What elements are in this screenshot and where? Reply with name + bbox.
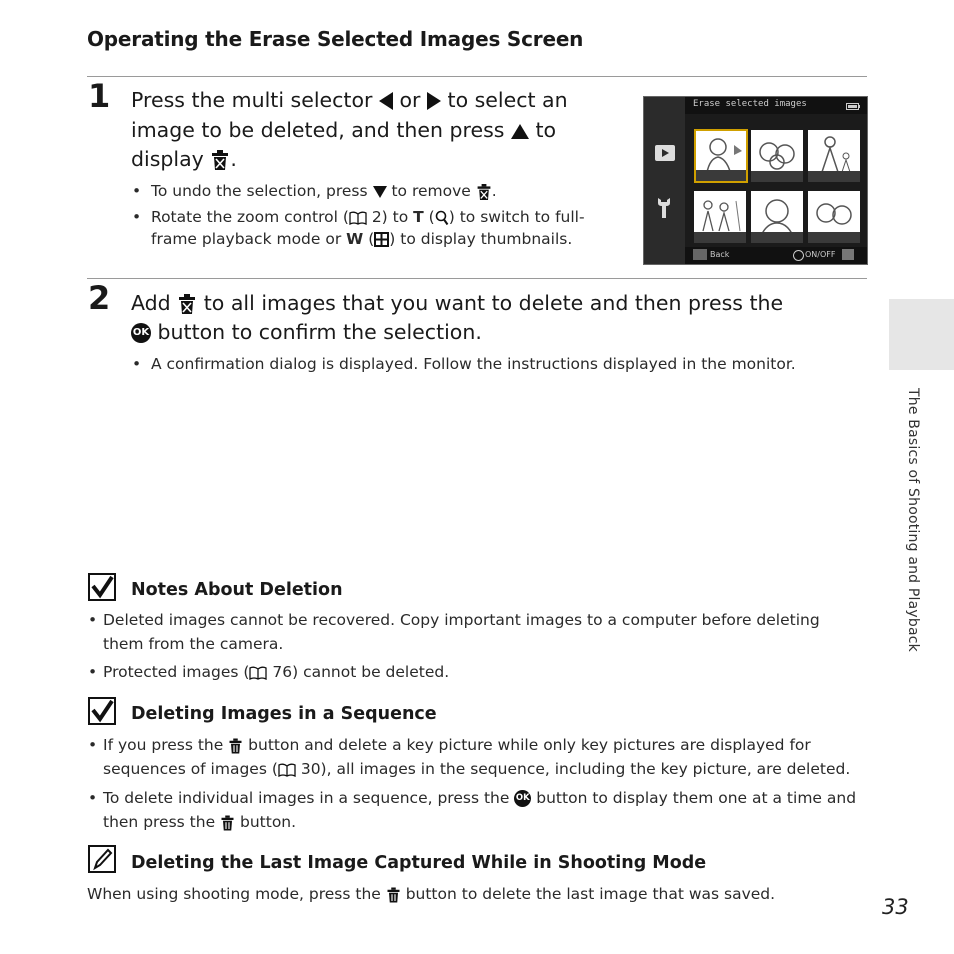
trash-icon xyxy=(177,293,197,315)
body-text: When using shooting mode, press the xyxy=(87,885,381,903)
notes-sequence-heading: Deleting Images in a Sequence xyxy=(131,704,437,724)
thumbnail-bar xyxy=(694,232,746,243)
bullet-dot: • xyxy=(88,611,98,629)
page-number: 33 xyxy=(882,895,909,919)
step1-text: to xyxy=(535,118,557,142)
magnify-icon xyxy=(435,210,449,226)
notes-sequence-bullet-2 xyxy=(88,786,857,834)
setup-wrench-icon xyxy=(655,197,673,219)
step2-text: to all images that you want to delete and then press the xyxy=(203,291,784,315)
multi-selector-right-icon xyxy=(427,92,441,110)
onoff-label: ON/OFF xyxy=(805,250,836,259)
notes-last-body xyxy=(87,882,775,906)
bullet-text: ( xyxy=(368,230,375,248)
step2-line1 xyxy=(131,289,783,318)
bullet-dot: • xyxy=(132,208,142,226)
playback-mode-icon xyxy=(655,145,675,161)
bullet-text: Rotate the zoom control ( xyxy=(151,208,349,226)
bullet-line xyxy=(103,810,856,834)
bullet-text: button. xyxy=(240,813,297,831)
thumbnail-bar xyxy=(696,170,746,181)
bullet-dot: • xyxy=(132,182,142,200)
step1-bullet-2 xyxy=(132,206,585,228)
step1-text: display xyxy=(131,147,204,171)
step1-line3 xyxy=(131,145,237,174)
trash-icon xyxy=(210,149,230,171)
step1-text: to select an xyxy=(447,88,568,112)
chapter-tab-label: The Basics of Shooting and Playback xyxy=(905,388,921,652)
bullet-text: ) to display thumbnails. xyxy=(389,230,573,248)
divider xyxy=(87,278,867,279)
checkmark-note-icon xyxy=(88,573,116,601)
bullet-text: ( xyxy=(428,208,435,226)
checkmark-note-icon xyxy=(88,697,116,725)
step1-text: Press the multi selector xyxy=(131,88,373,112)
book-reference-icon xyxy=(278,763,296,777)
notes-deletion-bullet-2 xyxy=(88,660,450,684)
step1-bullet-2-line2 xyxy=(151,228,572,250)
bullet-text: Protected images ( xyxy=(103,663,250,681)
bullet-text: To undo the selection, press xyxy=(151,182,368,200)
step2-bullet-1 xyxy=(132,353,796,375)
section-title: Operating the Erase Selected Images Screen xyxy=(87,27,584,51)
trash-icon xyxy=(220,814,235,832)
thumbnail[interactable] xyxy=(808,130,860,182)
bullet-text: If you press the xyxy=(103,736,224,754)
bullet-text: ) to switch to full- xyxy=(448,208,585,226)
bullet-line xyxy=(103,757,850,781)
ok-button-icon: OK xyxy=(514,790,531,807)
bullet-dot: • xyxy=(132,355,142,373)
book-reference-icon xyxy=(349,211,367,225)
step-number-1: 1 xyxy=(88,77,111,115)
step2-line2 xyxy=(131,318,482,347)
multi-selector-up-icon xyxy=(511,124,529,139)
bullet-text: button to display them one at a time and xyxy=(536,789,857,807)
divider xyxy=(87,76,867,77)
step1-line1 xyxy=(131,86,568,115)
thumbnail-bar xyxy=(751,171,803,182)
bullet-text: then press the xyxy=(103,813,216,831)
step1-text: image to be deleted, and then press xyxy=(131,118,505,142)
chapter-tab xyxy=(889,299,954,370)
battery-icon xyxy=(846,103,860,110)
menu-button-icon xyxy=(693,249,707,260)
notes-deletion-bullet-1 xyxy=(88,608,820,656)
step1-line2 xyxy=(131,116,556,145)
thumbnail-bar xyxy=(808,171,860,182)
bullet-line xyxy=(103,786,856,810)
notes-deletion-heading: Notes About Deletion xyxy=(131,580,343,600)
step1-text: or xyxy=(399,88,421,112)
bullet-text: . xyxy=(491,182,497,200)
zoom-icon xyxy=(842,249,854,260)
pencil-note-icon xyxy=(88,845,116,873)
bullet-text: Deleted images cannot be recovered. Copy important images to a computer before deleting xyxy=(103,611,820,629)
bullet-dot: • xyxy=(88,736,98,754)
thumbnail-bar xyxy=(808,232,860,243)
bullet-text: sequences of images ( xyxy=(103,760,278,778)
thumbnail[interactable] xyxy=(751,191,803,243)
bullet-text: them from the camera. xyxy=(103,635,284,653)
thumbnail[interactable] xyxy=(808,191,860,243)
bullet-text: 30), all images in the sequence, including the key picture, are deleted. xyxy=(300,760,851,778)
bullet-text: A confirmation dialog is displayed. Follow the instructions displayed in the monitor. xyxy=(151,355,796,373)
multi-selector-icon xyxy=(793,250,804,261)
step1-text: . xyxy=(230,147,237,171)
step-number-2: 2 xyxy=(88,279,111,317)
thumbnail-selected[interactable] xyxy=(694,129,748,183)
bullet-line xyxy=(103,733,850,757)
step2-text: button to confirm the selection. xyxy=(157,320,482,344)
bullet-text: To delete individual images in a sequence, press the xyxy=(103,789,510,807)
step2-text: Add xyxy=(131,291,171,315)
thumbnail-bar xyxy=(751,232,803,243)
bullet-text: button and delete a key picture while only key pictures are displayed for xyxy=(248,736,811,754)
multi-selector-left-icon xyxy=(379,92,393,110)
bullet-dot: • xyxy=(88,663,98,681)
thumbnail[interactable] xyxy=(751,130,803,182)
trash-icon xyxy=(228,737,243,755)
notes-last-heading: Deleting the Last Image Captured While in Shooting Mode xyxy=(131,853,707,873)
book-reference-icon xyxy=(249,666,267,680)
bullet-text: 2) to xyxy=(371,208,409,226)
trash-icon xyxy=(476,183,492,201)
bullet-text: frame playback mode or xyxy=(151,230,342,248)
bullet-text: to remove xyxy=(391,182,471,200)
trash-icon xyxy=(386,886,401,904)
zoom-wide-label: W xyxy=(346,230,364,248)
body-text: button to delete the last image that was saved. xyxy=(405,885,776,903)
multi-selector-down-icon xyxy=(373,186,387,198)
thumbnail[interactable] xyxy=(694,191,746,243)
notes-sequence-bullet-1 xyxy=(88,733,851,781)
step1-bullet-1 xyxy=(132,180,497,202)
back-label: Back xyxy=(710,250,730,259)
bullet-text: 76) cannot be deleted. xyxy=(272,663,450,681)
zoom-tele-label: T xyxy=(413,208,424,226)
camera-monitor-illustration xyxy=(643,96,868,265)
ok-button-icon: OK xyxy=(131,323,151,343)
screen-sidebar xyxy=(644,97,685,264)
bullet-dot: • xyxy=(88,789,98,807)
thumbnail-grid-icon xyxy=(374,232,389,247)
screen-title: Erase selected images xyxy=(693,99,807,109)
